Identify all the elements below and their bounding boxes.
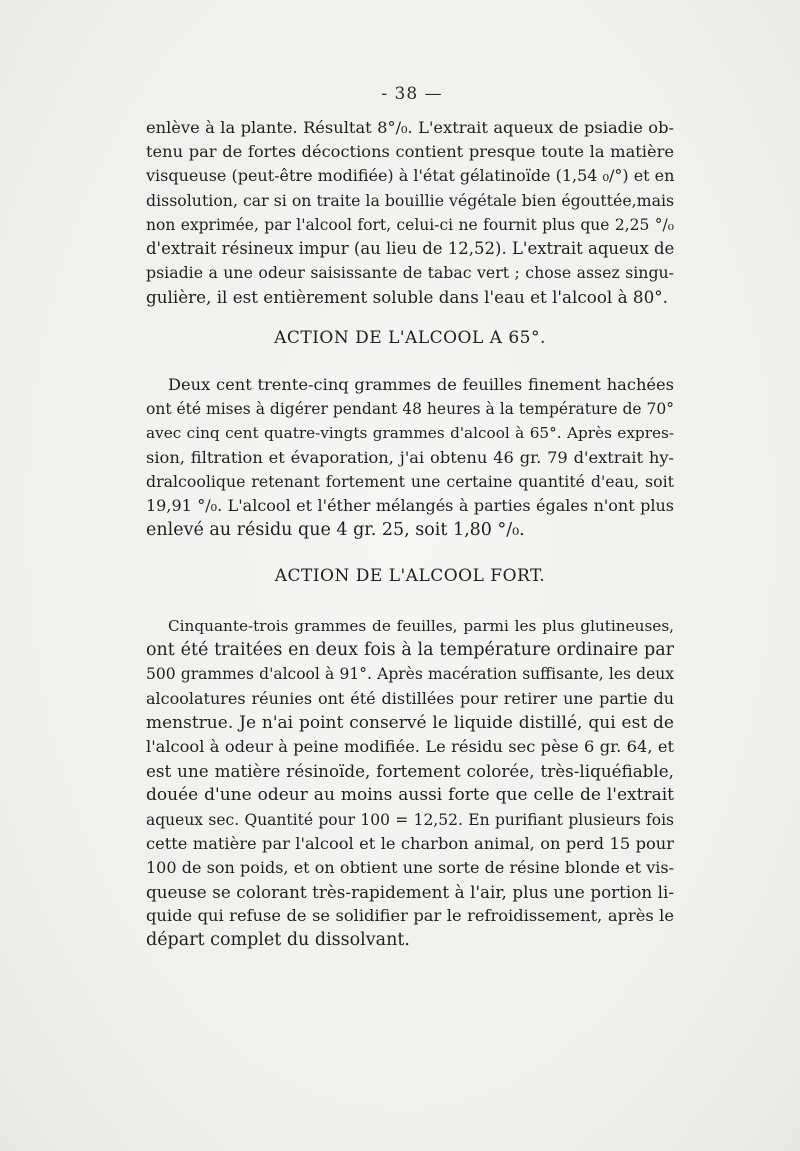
text-line: 500 grammes d'alcool à 91°. Après macération suffisante, les deux bbox=[146, 665, 674, 684]
text-line: Cinquante-trois grammes de feuilles, parmi les plus glutineuses, bbox=[168, 617, 674, 635]
text-line: avec cinq cent quatre-vingts grammes d'alcool à 65°. Après expres- bbox=[146, 424, 674, 443]
paragraph-1 bbox=[146, 116, 674, 310]
text-line: aqueux sec. Quantité pour 100 = 12,52. En purifiant plusieurs fois bbox=[146, 810, 674, 829]
text-line: visqueuse (peut-être modifiée) à l'état gélatinoïde (1,54 ₀/°) et en bbox=[146, 166, 674, 186]
paragraph-3 bbox=[146, 614, 674, 953]
text-line: enlevé au résidu que 4 gr. 25, soit 1,80 °/₀. bbox=[146, 520, 525, 541]
text-line: non exprimée, par l'alcool fort, celui-ci ne fournit plus que 2,25 °/₀ bbox=[146, 215, 674, 234]
section-heading-alcool-65: ACTION DE L'ALCOOL A 65°. bbox=[274, 328, 546, 348]
text-line: départ complet du dissolvant. bbox=[146, 930, 410, 951]
section-heading-alcool-fort: ACTION DE L'ALCOOL FORT. bbox=[274, 566, 546, 586]
text-line: Deux cent trente-cinq grammes de feuilles finement hachées bbox=[168, 375, 674, 394]
paragraph-2 bbox=[146, 373, 674, 542]
text-line: dralcoolique retenant fortement une certaine quantité d'eau, soit bbox=[146, 471, 674, 491]
text-line: tenu par de fortes décoctions contient presque toute la matière bbox=[146, 142, 674, 162]
text-line: est une matière résinoïde, fortement colorée, très-liquéfiable, bbox=[146, 761, 674, 782]
page-number: - 38 — bbox=[381, 84, 443, 104]
text-line: alcoolatures réunies ont été distillées pour retirer une partie du bbox=[146, 688, 674, 708]
text-line: sion, filtration et évaporation, j'ai obtenu 46 gr. 79 d'extrait hy- bbox=[146, 447, 674, 467]
text-line: 100 de son poids, et on obtient une sorte de résine blonde et vis- bbox=[146, 857, 674, 877]
text-line: cette matière par l'alcool et le charbon animal, on perd 15 pour bbox=[146, 833, 674, 853]
text-line: l'alcool à odeur à peine modifiée. Le résidu sec pèse 6 gr. 64, et bbox=[146, 736, 674, 756]
text-line: 19,91 °/₀. L'alcool et l'éther mélangés à parties égales n'ont plus bbox=[146, 495, 674, 515]
text-line: douée d'une odeur au moins aussi forte que celle de l'extrait bbox=[146, 785, 674, 806]
text-line: enlève à la plante. Résultat 8°/₀. L'extrait aqueux de psiadie ob- bbox=[146, 118, 674, 137]
text-line: d'extrait résineux impur (au lieu de 12,52). L'extrait aqueux de bbox=[146, 238, 674, 258]
text-line: psiadie a une odeur saisissante de tabac vert ; chose assez singu- bbox=[146, 263, 674, 283]
text-line: ont été traitées en deux fois à la température ordinaire par bbox=[146, 640, 674, 661]
text-line: gulière, il est entièrement soluble dans l'eau et l'alcool à 80°. bbox=[146, 287, 668, 308]
text-line: ont été mises à digérer pendant 48 heures à la température de 70° bbox=[146, 400, 674, 419]
text-line: dissolution, car si on traite la bouillie végétale bien égouttée,mais bbox=[146, 190, 674, 210]
text-line: quide qui refuse de se solidifier par le refroidissement, après le bbox=[146, 906, 674, 926]
text-line: queuse se colorant très-rapidement à l'air, plus une portion li- bbox=[146, 882, 674, 903]
text-line: menstrue. Je n'ai point conservé le liquide distillé, qui est de bbox=[146, 712, 674, 733]
